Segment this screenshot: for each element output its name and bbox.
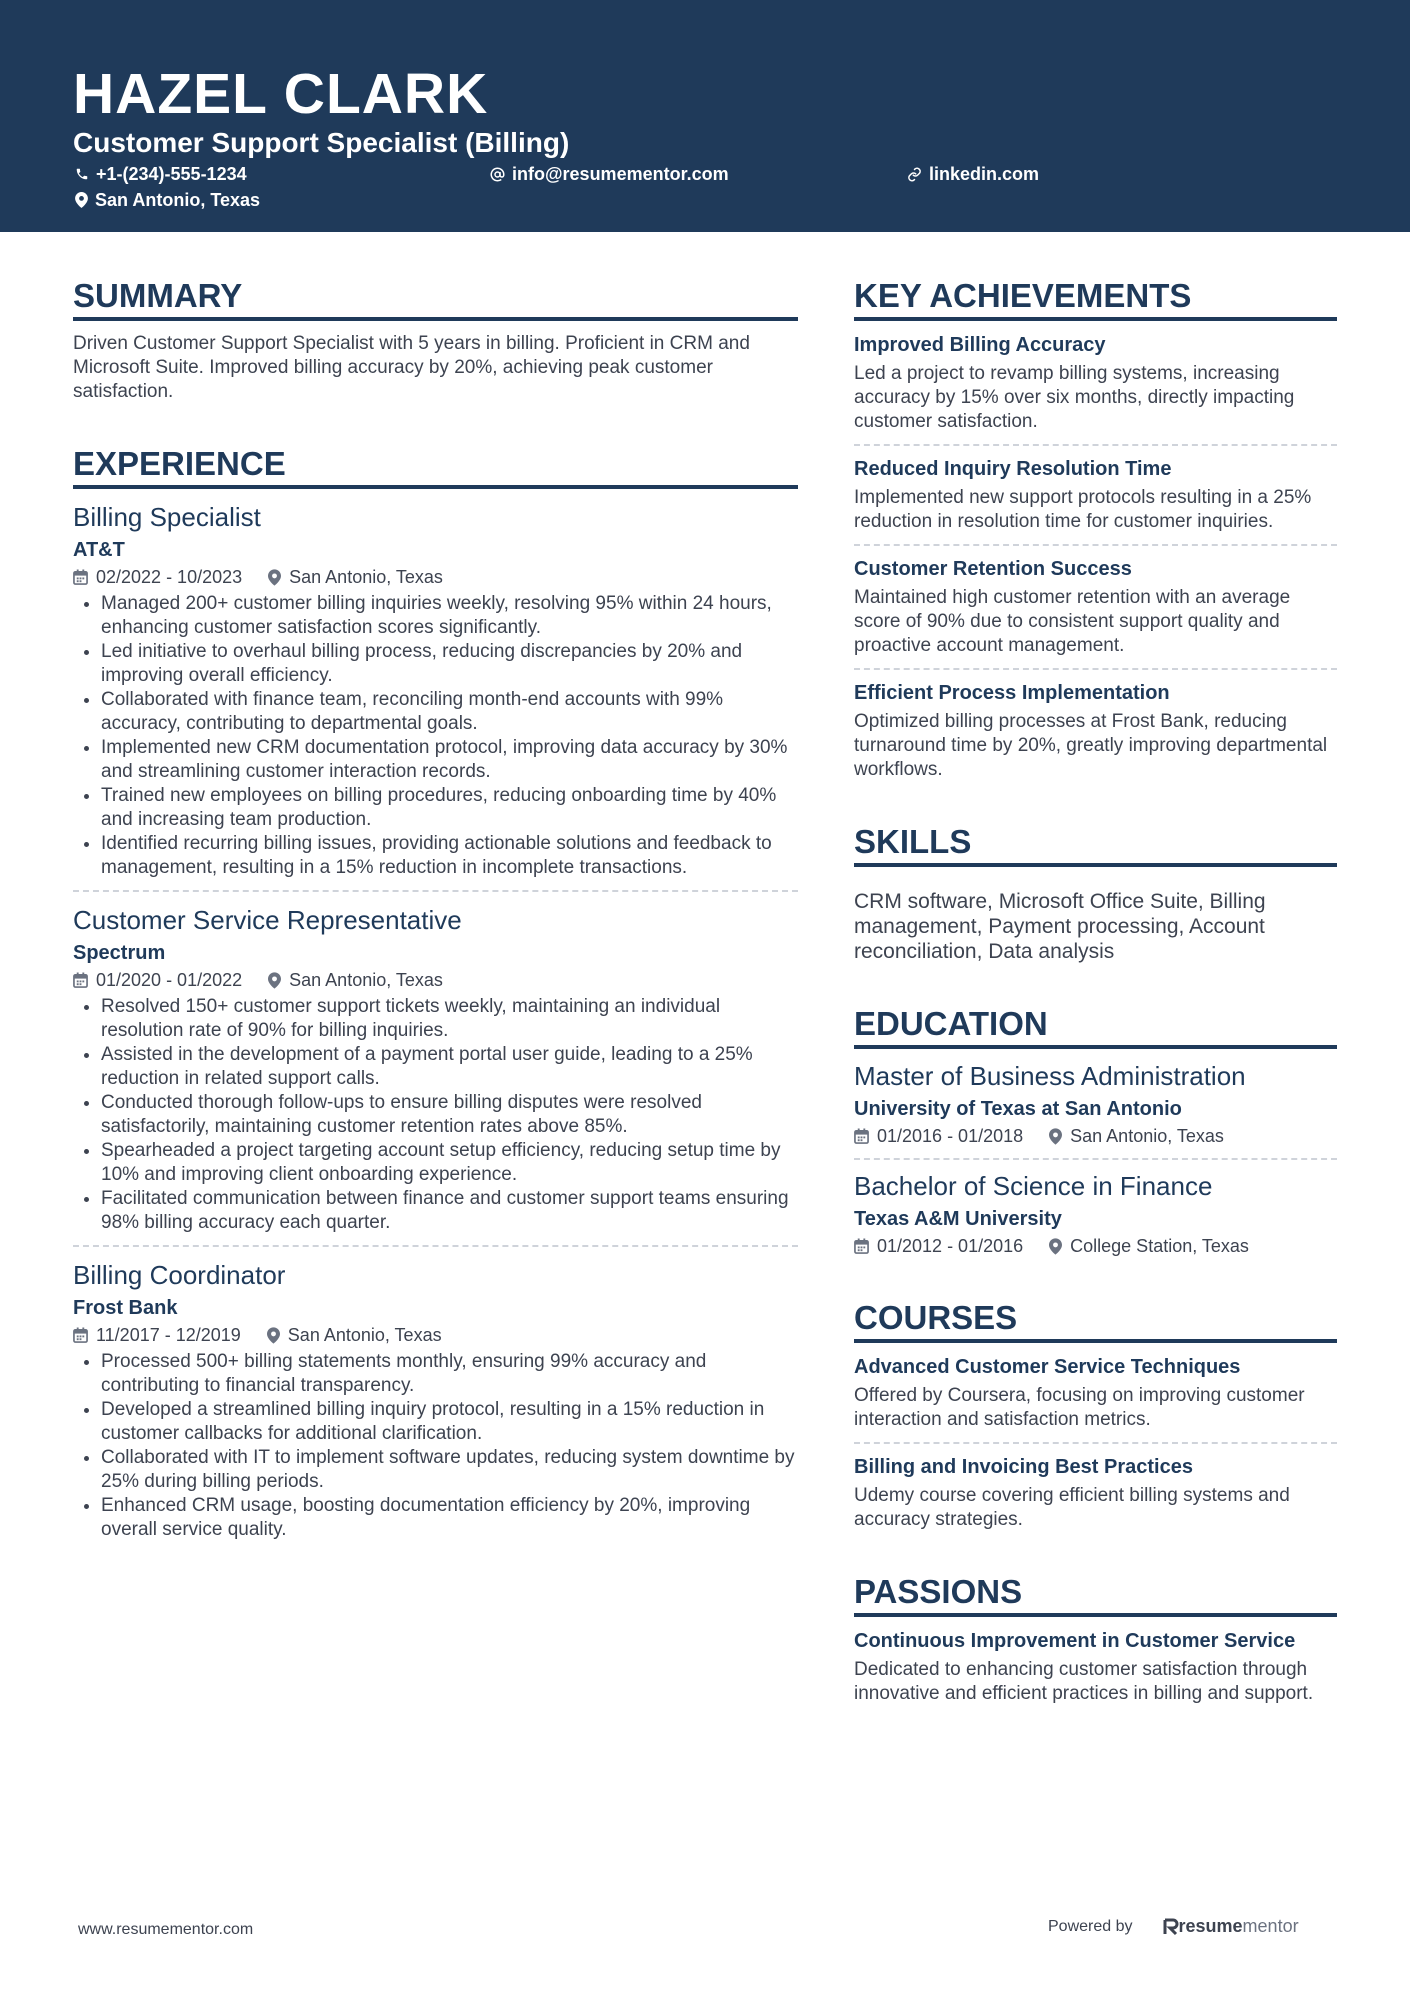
date-range: 01/2020 - 01/2022 — [96, 970, 243, 990]
contact-email[interactable] — [490, 163, 729, 185]
job-bullet: • Assisted in the development of a payment portal user guide, leading to a 25% reduction in related support calls. — [101, 1043, 798, 1091]
brand-logo — [1163, 1916, 1299, 1937]
contact-phone — [75, 163, 247, 185]
calendar-icon — [73, 569, 88, 585]
list-item — [854, 680, 1337, 782]
item-title: Continuous Improvement in Customer Service — [854, 1630, 1296, 1652]
footer-website[interactable]: www.resumementor.com — [78, 1921, 254, 1938]
job-bullet: • Collaborated with IT to implement software updates, reducing system downtime by 25% during billing periods. — [101, 1446, 798, 1494]
job-title: Customer Service Representative — [73, 905, 462, 935]
map-pin-icon — [1049, 1238, 1062, 1255]
brand-name-light: mentor — [1242, 1916, 1299, 1936]
education-list — [854, 1060, 1337, 1258]
job-bullet: • Resolved 150+ customer support tickets weekly, maintaining an individual resolution rate of 90% for billing inquiries. — [101, 995, 798, 1043]
item-title: Efficient Process Implementation — [854, 682, 1170, 704]
meta-row — [854, 1124, 1337, 1148]
achievements-section — [854, 276, 1337, 782]
school-name: Texas A&M University — [854, 1208, 1062, 1230]
date-range: 11/2017 - 12/2019 — [96, 1325, 241, 1345]
job-title: Billing Specialist — [73, 502, 261, 532]
list-item — [854, 1354, 1337, 1444]
item-title: Improved Billing Accuracy — [854, 334, 1106, 356]
left-column — [73, 276, 798, 1542]
divider — [854, 544, 1337, 546]
location: San Antonio, Texas — [289, 567, 443, 587]
job-bullet: • Implemented new CRM documentation protocol, improving data accuracy by 30% and streamlining customer interaction records. — [101, 736, 798, 784]
item-title: Advanced Customer Service Techniques — [854, 1356, 1241, 1378]
section-title: EDUCATION — [854, 1004, 1337, 1049]
job-bullets — [73, 592, 798, 880]
skills-text: CRM software, Microsoft Office Suite, Billing management, Payment processing, Account reconciliation, Data analysis — [854, 890, 1266, 963]
job-bullet: • Conducted thorough follow-ups to ensure billing disputes were resolved satisfactorily, maintaining customer retention rates above 85%. — [101, 1091, 798, 1139]
job-bullet: • Collaborated with finance team, reconciling month-end accounts with 99% accuracy, contributing to departmental goals. — [101, 688, 798, 736]
candidate-role: Customer Support Specialist (Billing) — [73, 127, 570, 158]
footer-powered — [1048, 1916, 1299, 1937]
date-range: 02/2022 - 10/2023 — [96, 567, 243, 587]
location-text: San Antonio, Texas — [95, 190, 261, 210]
right-column — [854, 276, 1337, 1706]
phone-icon — [75, 167, 89, 181]
link-icon — [907, 167, 922, 182]
at-sign-icon — [490, 167, 505, 182]
section-title: PASSIONS — [854, 1572, 1337, 1617]
contact-linkedin[interactable] — [907, 163, 1039, 185]
school-name: University of Texas at San Antonio — [854, 1098, 1182, 1120]
map-pin-icon — [1049, 1128, 1062, 1145]
divider — [854, 668, 1337, 670]
company-name: Frost Bank — [73, 1297, 178, 1319]
resume-header — [0, 0, 1410, 232]
item-title: Reduced Inquiry Resolution Time — [854, 458, 1172, 480]
date-range: 01/2012 - 01/2016 — [877, 1236, 1024, 1256]
job-bullet: • Processed 500+ billing statements monthly, ensuring 99% accuracy and contributing to financial transparency. — [101, 1350, 798, 1398]
location: College Station, Texas — [1070, 1236, 1249, 1256]
meta-row — [73, 1323, 798, 1347]
job-bullet: • Developed a streamlined billing inquiry protocol, resulting in a 15% reduction in customer callbacks for additional clarification. — [101, 1398, 798, 1446]
section-title: KEY ACHIEVEMENTS — [854, 276, 1337, 321]
list-item — [854, 456, 1337, 546]
achievements-list — [854, 332, 1337, 782]
summary-section — [73, 276, 798, 404]
section-title: COURSES — [854, 1298, 1337, 1343]
job-bullets — [73, 995, 798, 1235]
passions-list — [854, 1628, 1337, 1706]
candidate-name: HAZEL CLARK — [73, 62, 489, 126]
brand-mark-icon — [1163, 1918, 1179, 1936]
courses-section — [854, 1298, 1337, 1532]
education-section — [854, 1004, 1337, 1258]
list-item — [854, 1628, 1337, 1706]
job-entry — [73, 904, 798, 1247]
linkedin-text[interactable]: linkedin.com — [929, 164, 1040, 184]
job-title: Billing Coordinator — [73, 1260, 286, 1290]
phone-text: +1-(234)-555-1234 — [96, 164, 247, 184]
job-bullets — [73, 1350, 798, 1542]
map-pin-icon — [268, 569, 281, 586]
divider — [854, 1442, 1337, 1444]
item-desc: Maintained high customer retention with an average score of 90% due to consistent support quality and proactive account management. — [854, 587, 1291, 656]
divider — [854, 444, 1337, 446]
job-bullet: • Enhanced CRM usage, boosting documentation efficiency by 20%, improving overall service quality. — [101, 1494, 798, 1542]
job-bullet: • Facilitated communication between finance and customer support teams ensuring 98% billing accuracy each quarter. — [101, 1187, 798, 1235]
list-item — [854, 332, 1337, 446]
item-desc: Offered by Coursera, focusing on improving customer interaction and satisfaction metrics. — [854, 1385, 1305, 1430]
item-desc: Dedicated to enhancing customer satisfaction through innovative and efficient practices in billing and support. — [854, 1659, 1314, 1704]
courses-list — [854, 1354, 1337, 1532]
job-bullet: • Trained new employees on billing procedures, reducing onboarding time by 40% and increasing team production. — [101, 784, 798, 832]
degree: Master of Business Administration — [854, 1061, 1246, 1091]
meta-row — [73, 565, 798, 589]
list-item — [854, 1454, 1337, 1532]
passions-section — [854, 1572, 1337, 1706]
item-desc: Implemented new support protocols resulting in a 25% reduction in resolution time for customer inquiries. — [854, 487, 1312, 532]
skills-section — [854, 822, 1337, 964]
contact-location — [75, 189, 260, 211]
item-title: Customer Retention Success — [854, 558, 1132, 580]
company-name: Spectrum — [73, 942, 166, 964]
powered-by-label: Powered by — [1048, 1917, 1133, 1935]
map-pin-icon — [267, 1327, 280, 1344]
job-bullet: • Identified recurring billing issues, providing actionable solutions and feedback to management, resulting in a 15% reduction in incomplete transactions. — [101, 832, 798, 880]
job-entry — [73, 501, 798, 892]
job-bullet: • Managed 200+ customer billing inquiries weekly, resolving 95% within 24 hours, enhancing customer satisfaction scores significantly. — [101, 592, 798, 640]
item-desc: Optimized billing processes at Frost Bank, reducing turnaround time by 20%, greatly improving departmental workflows. — [854, 711, 1328, 780]
email-text[interactable]: info@resumementor.com — [512, 164, 729, 184]
calendar-icon — [73, 972, 88, 988]
divider — [73, 1245, 798, 1247]
meta-row — [854, 1234, 1337, 1258]
brand-name-bold: resume — [1178, 1916, 1243, 1936]
job-entry — [73, 1259, 798, 1542]
experience-section — [73, 444, 798, 1542]
location: San Antonio, Texas — [1070, 1126, 1224, 1146]
summary-text: Driven Customer Support Specialist with 5 years in billing. Proficient in CRM and Microsoft Suite. Improved billing accuracy by 20%, achieving peak customer satisfaction. — [73, 333, 750, 402]
calendar-icon — [73, 1327, 88, 1343]
job-bullet: • Spearheaded a project targeting account setup efficiency, reducing setup time by 10% and improving client onboarding experience. — [101, 1139, 798, 1187]
item-title: Billing and Invoicing Best Practices — [854, 1456, 1193, 1478]
divider — [854, 1158, 1337, 1160]
divider — [73, 890, 798, 892]
degree: Bachelor of Science in Finance — [854, 1171, 1213, 1201]
item-desc: Led a project to revamp billing systems, increasing accuracy by 15% over six months, directly impacting customer satisfaction. — [854, 363, 1295, 432]
date-range: 01/2016 - 01/2018 — [877, 1126, 1024, 1146]
item-desc: Udemy course covering efficient billing systems and accuracy strategies. — [854, 1485, 1290, 1530]
section-title: SKILLS — [854, 822, 1337, 867]
map-pin-icon — [268, 972, 281, 989]
education-entry — [854, 1170, 1337, 1258]
calendar-icon — [854, 1238, 869, 1254]
calendar-icon — [854, 1128, 869, 1144]
section-title: SUMMARY — [73, 276, 798, 321]
map-pin-icon — [75, 192, 88, 208]
meta-row — [73, 968, 798, 992]
location: San Antonio, Texas — [289, 970, 443, 990]
section-title: EXPERIENCE — [73, 444, 798, 489]
location: San Antonio, Texas — [287, 1325, 442, 1345]
company-name: AT&T — [73, 539, 125, 561]
list-item — [854, 556, 1337, 670]
job-bullet: • Led initiative to overhaul billing process, reducing discrepancies by 20% and improving overall efficiency. — [101, 640, 798, 688]
education-entry — [854, 1060, 1337, 1160]
experience-list — [73, 501, 798, 1542]
